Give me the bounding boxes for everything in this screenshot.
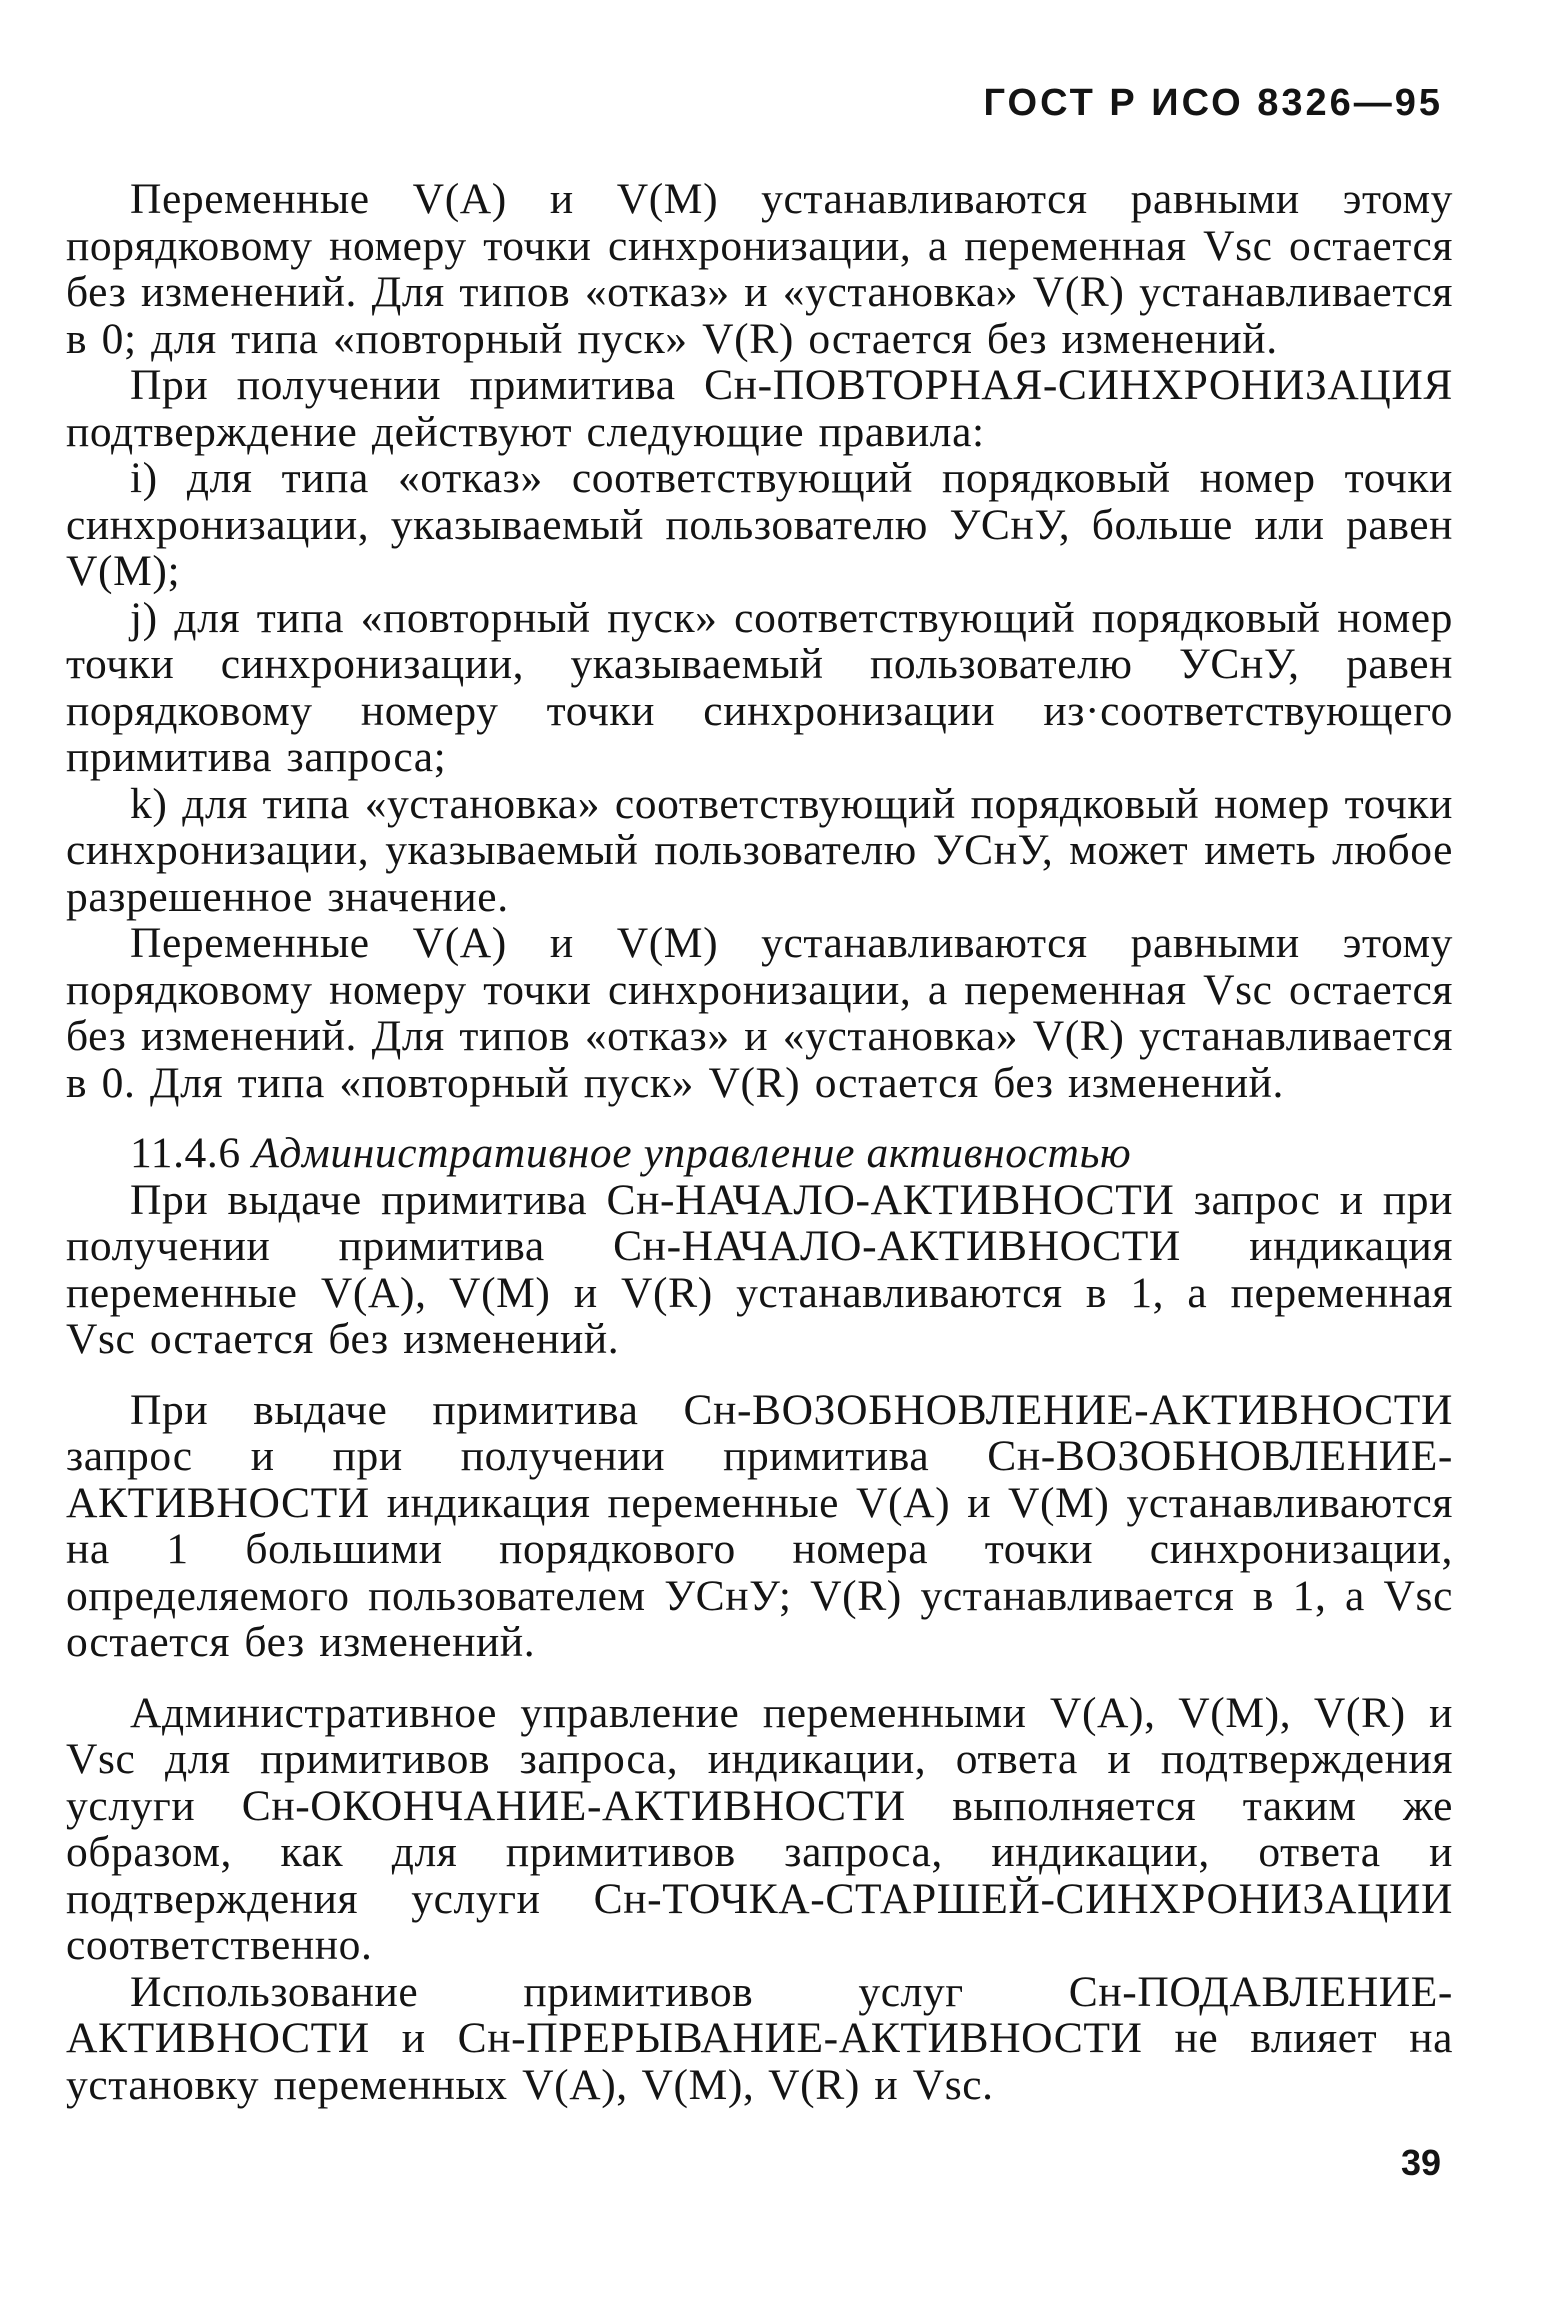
paragraph-activity-end: Административное управление переменными V(A), V(M), V(R) и Vsc для примитивов запроса, индикации, ответа и подтверждения услуги Сн-ОКОНЧАНИЕ-АКТИВНОСТИ выполняется таким же образом, как для примитивов запроса, индикации, ответа и подтверждения услуги Сн-ТОЧКА-СТАРШЕЙ-СИНХРОНИЗАЦИИ соответственно. <box>66 1688 1453 1969</box>
paragraph-activity-discard-interrupt: Использование примитивов услуг Сн-ПОДАВЛЕНИЕ-АКТИВНОСТИ и Сн-ПРЕРЫВАНИЕ-АКТИВНОСТИ не влияет на установку переменных V(A), V(M), V(R) и Vsc. <box>66 1967 1453 2109</box>
paragraph-vars-set: Переменные V(A) и V(M) устанавливаются равными этому порядковому номеру точки синхронизации, а переменная Vsc остается без изменений. Для типов «отказ» и «установка» V(R) устанавливается в 0; для типа «повторный пуск» V(R) остается без изменений. <box>66 175 1453 363</box>
paragraph-resync-confirm-rules: При получении примитива Сн-ПОВТОРНАЯ-СИНХРОНИЗАЦИЯ подтверждение действуют следующие правила: <box>66 361 1453 456</box>
section-number: 11.4.6 <box>130 1129 241 1177</box>
section-heading <box>66 1130 1453 1177</box>
body-text <box>66 176 1453 2108</box>
paragraph-vars-set-2: Переменные V(A) и V(M) устанавливаются равными этому порядковому номеру точки синхронизации, а переменная Vsc остается без изменений. Для типов «отказ» и «установка» V(R) устанавливается в 0. Для типа «повторный пуск» V(R) остается без изменений. <box>66 919 1453 1107</box>
page-header-standard: ГОСТ Р ИСО 8326—95 <box>983 82 1443 124</box>
section-title: Административное управление активностью <box>252 1129 1132 1177</box>
page-number: 39 <box>1400 2142 1441 2183</box>
list-item-j: j) для типа «повторный пуск» соответствующий порядковый номер точки синхронизации, указываемый пользователю УСнУ, равен порядковому номеру точки синхронизации из·соответствующего примитива запроса; <box>66 593 1453 781</box>
paragraph-activity-resume: При выдаче примитива Сн-ВОЗОБНОВЛЕНИЕ-АКТИВНОСТИ запрос и при получении примитива Сн-ВОЗОБНОВЛЕНИЕ-АКТИВНОСТИ индикация переменные V(A) и V(M) устанавливаются на 1 большими порядкового номера точки синхронизации, определяемого пользователем УСнУ; V(R) устанавливается в 1, а Vsc остается без изменений. <box>66 1385 1453 1666</box>
list-item-i: i) для типа «отказ» соответствующий порядковый номер точки синхронизации, указываемый пользователю УСнУ, больше или равен V(M); <box>66 454 1453 595</box>
paragraph-activity-start: При выдаче примитива Сн-НАЧАЛО-АКТИВНОСТИ запрос и при получении примитива Сн-НАЧАЛО-АКТИВНОСТИ индикация переменные V(A), V(M) и V(R) устанавливаются в 1, а переменная Vsc остается без изменений. <box>66 1175 1453 1363</box>
list-item-k: k) для типа «установка» соответствующий порядковый номер точки синхронизации, указываемый пользователю УСнУ, может иметь любое разрешенное значение. <box>66 779 1453 921</box>
